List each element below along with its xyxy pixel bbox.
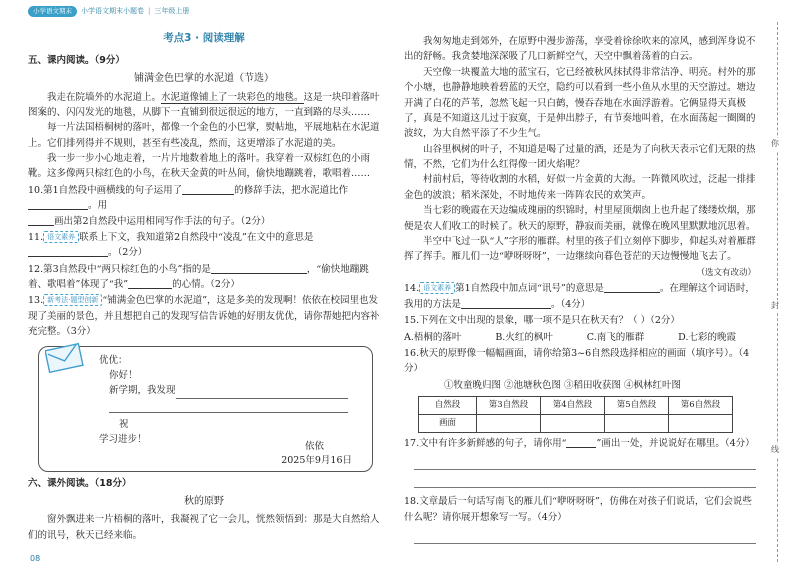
answer-blank[interactable] xyxy=(128,279,172,289)
letter-greeting: 你好！ xyxy=(109,369,138,381)
left-column xyxy=(28,30,380,543)
right-column xyxy=(404,34,756,544)
writing-line[interactable] xyxy=(109,399,348,413)
table-cell: 第4自然段 xyxy=(541,397,605,415)
section-6-heading: 六、课外阅读。（18分） xyxy=(28,477,132,489)
passage-title: 铺满金色巴掌的水泥道（节选） xyxy=(134,73,274,85)
answer-table xyxy=(418,396,733,433)
grade-label: 三年级上册 xyxy=(154,7,190,15)
question-18: 18.文章最后一句话写南飞的雁儿们“咿呀呀呀”，仿佛在对孩子们说话，它们会说些什么呢？请你展开想象写一写。（4分） xyxy=(404,496,752,523)
passage-2-paragraph-6: 当七彩的晚霞在天边编成瑰丽的织锦时，村里屋顶烟囱上也升起了缕缕炊烟，那便是农人们收工的时候了。秋天的原野，静寂而美丽，就像在晚风里默默地沉思着。 xyxy=(404,205,756,232)
question-17: 17.文中有许多新鲜感的句子，请你用“ ”画出一处，并说说好在哪里。（4分） xyxy=(404,438,755,450)
source-note: （选文有改动） xyxy=(696,267,756,278)
letter-salutation: 优优： xyxy=(99,354,128,366)
table-cell: 第5自然段 xyxy=(605,397,669,415)
letter-template xyxy=(38,346,373,472)
letter-wish: 祝 xyxy=(119,418,129,430)
answer-blank[interactable] xyxy=(28,200,88,210)
answer-cell[interactable] xyxy=(669,415,733,433)
letter-wish-2: 学习进步！ xyxy=(99,434,147,446)
tag-label: 语文素养 xyxy=(419,282,455,294)
question-16-options: ①牧童晚归图 ②池塘秋色图 ③稻田收获图 ④枫林红叶图 xyxy=(444,379,682,391)
option-a[interactable]: A.梧桐的落叶 xyxy=(404,331,462,343)
option-d[interactable]: D.七彩的晚霞 xyxy=(678,331,736,343)
passage-paragraph-2: 每一片法国梧桐树的落叶，都像一个金色的小巴掌，熨帖地，平展地粘在水泥道上。它们排列得并不规则，甚至有些凌乱，然而，这更增添了水泥道的美。 xyxy=(28,122,380,149)
option-b[interactable]: B.火红的枫叶 xyxy=(495,331,553,343)
answer-blank[interactable] xyxy=(28,216,54,226)
passage-paragraph-1: 我走在院墙外的水泥道上。水泥道像铺上了一块彩色的地毯。这是一块印着落叶图案的、闪闪发光的地毯，从脚下一直铺到很远很远的地方，一直到路的尽头…… xyxy=(28,91,380,118)
letter-date: 2025年9月16日 xyxy=(281,454,352,466)
table-row xyxy=(419,397,733,415)
table-cell: 第6自然段 xyxy=(669,397,733,415)
passage-paragraph-3: 我一步一步小心地走着，一片片地数着地上的落叶。我穿着一双棕红色的小雨靴。这多像两只棕红色的小鸟，在秋天金黄的叶丛间，偷快地蹦跳着，歌唱着…… xyxy=(28,153,371,180)
writing-line[interactable] xyxy=(414,452,756,470)
tag-label: 语文素养 xyxy=(43,231,79,243)
brand-logo: 小学语文期末 xyxy=(28,6,77,17)
option-c[interactable]: C.南飞的雁群 xyxy=(586,331,645,343)
writing-line[interactable] xyxy=(414,526,756,544)
page-header: 小学语文期末 小学语文期末小题卷 | 三年级上册 xyxy=(28,6,189,17)
binding-margin xyxy=(773,22,783,562)
passage-2-paragraph-2: 我匆匆地走到郊外，在原野中漫步游荡，享受着徐徐吹来的凉风，感到浑身说不出的舒畅。我贪婪地深深吸了几口新鲜空气，天空中飘着荡着的白云。 xyxy=(404,36,756,63)
margin-char: 你 xyxy=(771,138,779,151)
passage-2-paragraph-5: 村前村后，等待收割的水稻，好似一片金黄的大海。一阵微风吹过，泛起一排排金色的波浪；稻米深处，不时地传来一阵阵农民的欢笑声。 xyxy=(404,174,756,201)
answer-blank[interactable] xyxy=(461,299,551,309)
letter-body: 新学期，我发现 xyxy=(109,385,176,397)
answer-blank[interactable] xyxy=(28,247,108,257)
table-cell: 自然段 xyxy=(419,397,477,415)
section-banner: 考点3 · 阅读理解 xyxy=(163,32,245,44)
question-10: 10.第1自然段中画横线的句子运用了 的修辞手法，把水泥道比作。用 画出第2自然段中运用相同写作手法的句子。（2分） xyxy=(28,184,349,227)
question-13: 13. 新考法·题型创新 “铺满金色巴掌的水泥道”，这是多美的发现啊！依依在校园里也发现了美丽的景色，并且想把自己的发现写信告诉她的好朋友优优，请你帮她把内容补充完整。（3分） xyxy=(28,295,380,338)
question-11: 11. 语文素养 联系上下文，我知道第2自然段中“凌乱”在文中的意思是。（2分） xyxy=(28,231,314,259)
question-15-options xyxy=(404,330,756,345)
answer-blank[interactable] xyxy=(211,264,307,274)
writing-line[interactable] xyxy=(176,383,348,398)
table-row xyxy=(419,415,733,433)
answer-blank[interactable] xyxy=(566,438,596,448)
underlined-sentence: 水泥道像铺上了一块彩色的地毯。 xyxy=(161,91,304,103)
envelope-icon xyxy=(45,343,85,373)
question-16: 16.秋天的原野像一幅幅画面，请你给第3~6自然段选择相应的画面（填序号）。（4分） xyxy=(404,347,750,375)
passage-2-paragraph-1: 窗外飘进来一片梧桐的落叶，我凝视了它一会儿，恍然领悟到：那是大自然给人们的讯号，秋天已经来临。 xyxy=(28,514,380,541)
table-cell: 第3自然段 xyxy=(477,397,541,415)
passage-2-paragraph-3: 天空像一块覆盖大地的蓝宝石，它已经被秋风抹拭得非常洁净、明亮。村外的那个小塘，也静静地映着碧蓝的天空，隐约可以看到一些小鱼从水里的天空游过。塘边开满了白花的芦苇，忽然飞起一只白鹤，慢吞吞地在水面浮游着。它俩显得天真极了，真是不知道这儿过于寂寞，于是伸出脖子，有节奏地叫着，在水面荡起一圈圈的波纹，为大自然平添了不少生气。 xyxy=(404,66,756,140)
answer-blank[interactable] xyxy=(604,283,660,293)
margin-char: 封 xyxy=(771,300,779,313)
table-cell: 画面 xyxy=(419,415,477,433)
book-title: 小学语文期末小题卷 xyxy=(81,7,144,15)
writing-line[interactable] xyxy=(414,470,756,488)
section-5-heading: 五、课内阅读。（9分） xyxy=(28,55,125,66)
question-12: 12.第3自然段中“两只棕红色的小鸟”指的是 ，“偷快地蹦跳着、歌唱着”体现了“我” 的心情。（2分） xyxy=(28,263,369,291)
passage-2-paragraph-4: 山谷里枫树的叶子，不知道是喝了过量的酒，还是为了向秋天表示它们无限的热情，不然，它们为什么红得像一团火焰呢？ xyxy=(404,143,756,170)
answer-cell[interactable] xyxy=(541,415,605,433)
margin-char: 线 xyxy=(771,444,779,457)
page-number: 08 xyxy=(30,554,41,563)
tag-label: 新考法·题型创新 xyxy=(43,294,102,306)
answer-cell[interactable] xyxy=(477,415,541,433)
passage-2-paragraph-7: 半空中飞过一队“人”字形的雁群。村里的孩子们立刻停下脚步，仰起头对着雁群挥了挥手。雁儿们一边“咿呀呀呀”，一边继续向暮色苍茫的天边慢慢地飞去了。 xyxy=(404,235,756,263)
answer-cell[interactable] xyxy=(605,415,669,433)
passage-title-2: 秋的原野 xyxy=(184,495,224,507)
question-15: 15.下列在文中出现的景象，哪一项不是只在秋天有？（ ）（2分） xyxy=(404,315,680,327)
letter-signature: 依依 xyxy=(304,440,324,452)
answer-blank[interactable] xyxy=(182,185,234,195)
question-14: 14. 语文素养 第1自然段中加点词“讯号”的意思是 。在理解这个词语时，我用的方法是 。（4分） xyxy=(404,283,755,310)
